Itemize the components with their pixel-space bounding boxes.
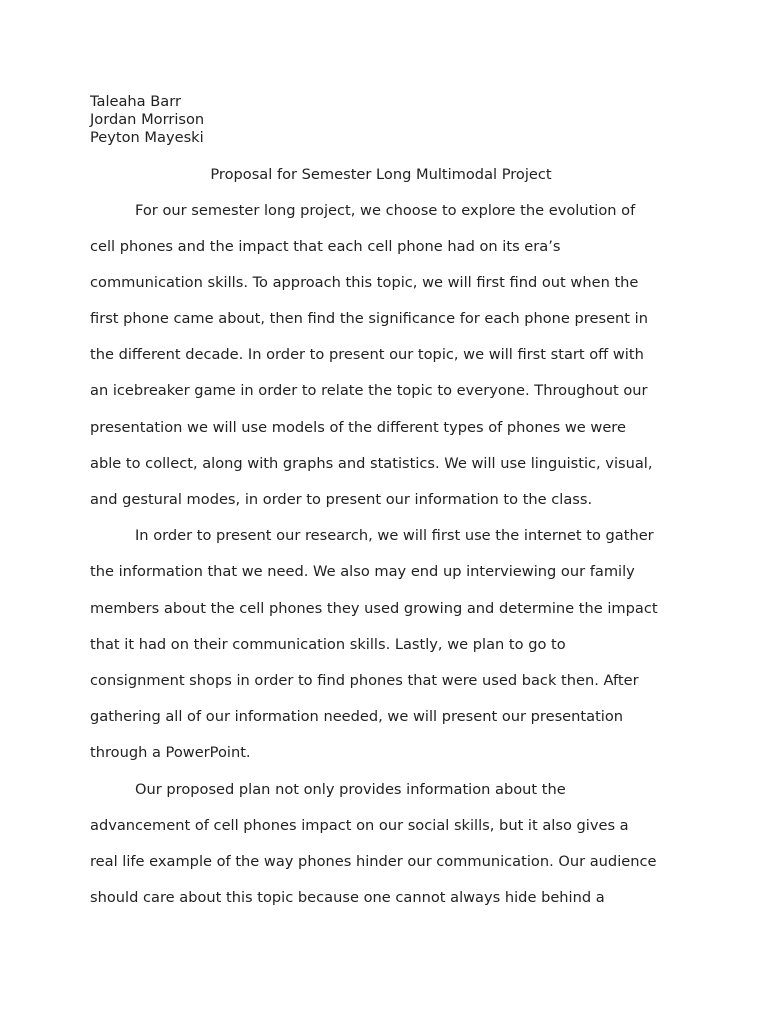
paragraph-line: members about the cell phones they used growing and determine the impact bbox=[90, 600, 658, 617]
author-name: Peyton Mayeski bbox=[90, 129, 204, 146]
paragraph-line: In order to present our research, we will first use the internet to gather bbox=[135, 527, 654, 544]
paragraph-line: Our proposed plan not only provides information about the bbox=[135, 781, 566, 798]
paragraph-line: cell phones and the impact that each cell phone had on its era’s bbox=[90, 238, 561, 255]
paragraph-line: real life example of the way phones hinder our communication. Our audience bbox=[90, 853, 657, 870]
paragraph-line: communication skills. To approach this topic, we will first find out when the bbox=[90, 274, 639, 291]
paragraph-line: an icebreaker game in order to relate the topic to everyone. Throughout our bbox=[90, 382, 648, 399]
paragraph-line: that it had on their communication skills. Lastly, we plan to go to bbox=[90, 636, 566, 653]
paragraph-line: through a PowerPoint. bbox=[90, 744, 251, 761]
author-name: Jordan Morrison bbox=[90, 111, 205, 128]
paragraph-line: able to collect, along with graphs and statistics. We will use linguistic, visual, bbox=[90, 455, 653, 472]
paragraph-line: and gestural modes, in order to present our information to the class. bbox=[90, 491, 593, 508]
paragraph-line: should care about this topic because one cannot always hide behind a bbox=[90, 889, 605, 906]
paragraph-line: presentation we will use models of the different types of phones we were bbox=[90, 419, 626, 436]
paragraph-line: gathering all of our information needed, we will present our presentation bbox=[90, 708, 624, 725]
paragraph-line: advancement of cell phones impact on our social skills, but it also gives a bbox=[90, 817, 629, 834]
paragraph-line: the information that we need. We also may end up interviewing our family bbox=[90, 563, 635, 580]
document-title: Proposal for Semester Long Multimodal Project bbox=[210, 166, 552, 183]
paragraph-line: consignment shops in order to find phones that were used back then. After bbox=[90, 672, 639, 689]
paragraph-line: first phone came about, then find the significance for each phone present in bbox=[90, 310, 648, 327]
paragraph-line: the different decade. In order to present our topic, we will first start off with bbox=[90, 346, 644, 363]
author-name: Taleaha Barr bbox=[90, 93, 181, 110]
paragraph-line: For our semester long project, we choose to explore the evolution of bbox=[135, 202, 636, 219]
